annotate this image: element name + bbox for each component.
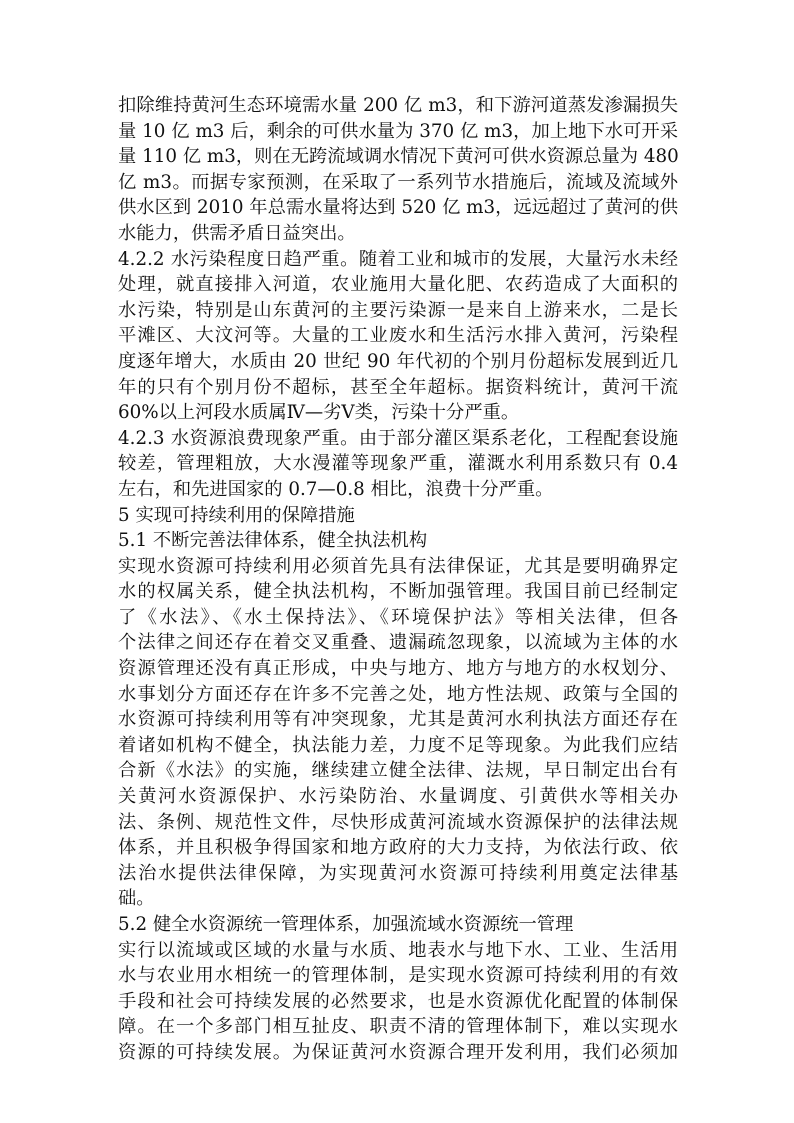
text-line: 5 实现可持续利用的保障措施 xyxy=(118,504,355,526)
text-line: 扣除维持黄河生态环境需水量 200 亿 m3，和下游河道蒸发渗漏损失 xyxy=(118,95,678,116)
text-line: 左右，和先进国家的 0.7—0.8 相比，浪费十分严重。 xyxy=(118,478,554,500)
text-line: 法治水提供法律保障，为实现黄河水资源可持续利用奠定法律基 xyxy=(118,862,678,884)
text-line: 础。 xyxy=(118,888,155,910)
text-line: 平滩区、大汶河等。大量的工业废水和生活污水排入黄河，污染程 xyxy=(118,325,678,347)
text-line: 障。在一个多部门相互扯皮、职责不清的管理体制下，难以实现水 xyxy=(118,1016,678,1038)
text-line: 较差，管理粗放，大水漫灌等现象严重，灌溉水利用系数只有 0.4 xyxy=(118,453,678,475)
text-line: 水与农业用水相统一的管理体制，是实现水资源可持续利用的有效 xyxy=(118,965,678,987)
text-line: 5.1 不断完善法律体系，健全执法机构 xyxy=(118,530,428,552)
text-line: 5.2 健全水资源统一管理体系，加强流域水资源统一管理 xyxy=(118,914,574,935)
text-line: 实现水资源可持续利用必须首先具有法律保证，尤其是要明确界定 xyxy=(118,555,678,577)
text-line: 水污染，特别是山东黄河的主要污染源一是来自上游来水，二是长 xyxy=(118,299,678,321)
text-line: 关黄河水资源保护、水污染防治、水量调度、引黄供水等相关办 xyxy=(118,786,678,808)
text-line: 处理，就直接排入河道，农业施用大量化肥、农药造成了大面积的 xyxy=(118,274,678,296)
text-line: 体系，并且积极争得国家和地方政府的大力支持，为依法行政、依 xyxy=(118,837,678,859)
text-line: 实行以流域或区域的水量与水质、地表水与地下水、工业、生活用 xyxy=(118,939,678,961)
text-line: 亿 m3。而据专家预测，在采取了一系列节水措施后，流域及流域外 xyxy=(118,171,678,193)
text-line: 资源的可持续发展。为保证黄河水资源合理开发利用，我们必须加 xyxy=(118,1041,678,1063)
document-body xyxy=(118,93,678,1066)
text-line: 合新《水法》的实施，继续建立健全法律、法规，早日制定出台有 xyxy=(118,760,678,782)
text-line: 水能力，供需矛盾日益突出。 xyxy=(118,222,356,244)
text-line: 资源管理还没有真正形成，中央与地方、地方与地方的水权划分、 xyxy=(118,658,678,680)
text-line: 量 110 亿 m3，则在无跨流域调水情况下黄河可供水资源总量为 480 xyxy=(118,146,679,168)
text-line: 60%以上河段水质属Ⅳ—劣Ⅴ类，污染十分严重。 xyxy=(118,402,520,424)
text-line: 着诸如机构不健全，执法能力差，力度不足等现象。为此我们应结 xyxy=(118,734,678,756)
text-line: 量 10 亿 m3 后，剩余的可供水量为 370 亿 m3，加上地下水可开采 xyxy=(118,120,678,142)
text-line: 手段和社会可持续发展的必然要求，也是水资源优化配置的体制保 xyxy=(118,990,678,1012)
text-line: 个法律之间还存在着交叉重叠、遗漏疏忽现象，以流域为主体的水 xyxy=(118,632,678,654)
text-line: 法、条例、规范性文件，尽快形成黄河流域水资源保护的法律法规 xyxy=(118,811,678,833)
text-line: 年的只有个别月份不超标，甚至全年超标。据资料统计，黄河干流 xyxy=(118,376,678,398)
text-line: 了《水法》、《水土保持法》、《环境保护法》等相关法律，但各 xyxy=(118,606,678,628)
text-line: 供水区到 2010 年总需水量将达到 520 亿 m3，远远超过了黄河的供 xyxy=(118,197,678,219)
text-line: 度逐年增大，水质由 20 世纪 90 年代初的个别月份超标发展到近几 xyxy=(118,350,678,372)
text-line: 4.2.3 水资源浪费现象严重。由于部分灌区渠系老化，工程配套设施 xyxy=(118,427,678,449)
text-line: 水资源可持续利用等有冲突现象，尤其是黄河水利执法方面还存在 xyxy=(118,709,678,731)
text-line: 水的权属关系，健全执法机构，不断加强管理。我国目前已经制定 xyxy=(118,581,678,603)
text-line: 水事划分方面还存在许多不完善之处，地方性法规、政策与全国的 xyxy=(118,683,678,705)
text-line: 4.2.2 水污染程度日趋严重。随着工业和城市的发展，大量污水未经 xyxy=(118,248,678,270)
